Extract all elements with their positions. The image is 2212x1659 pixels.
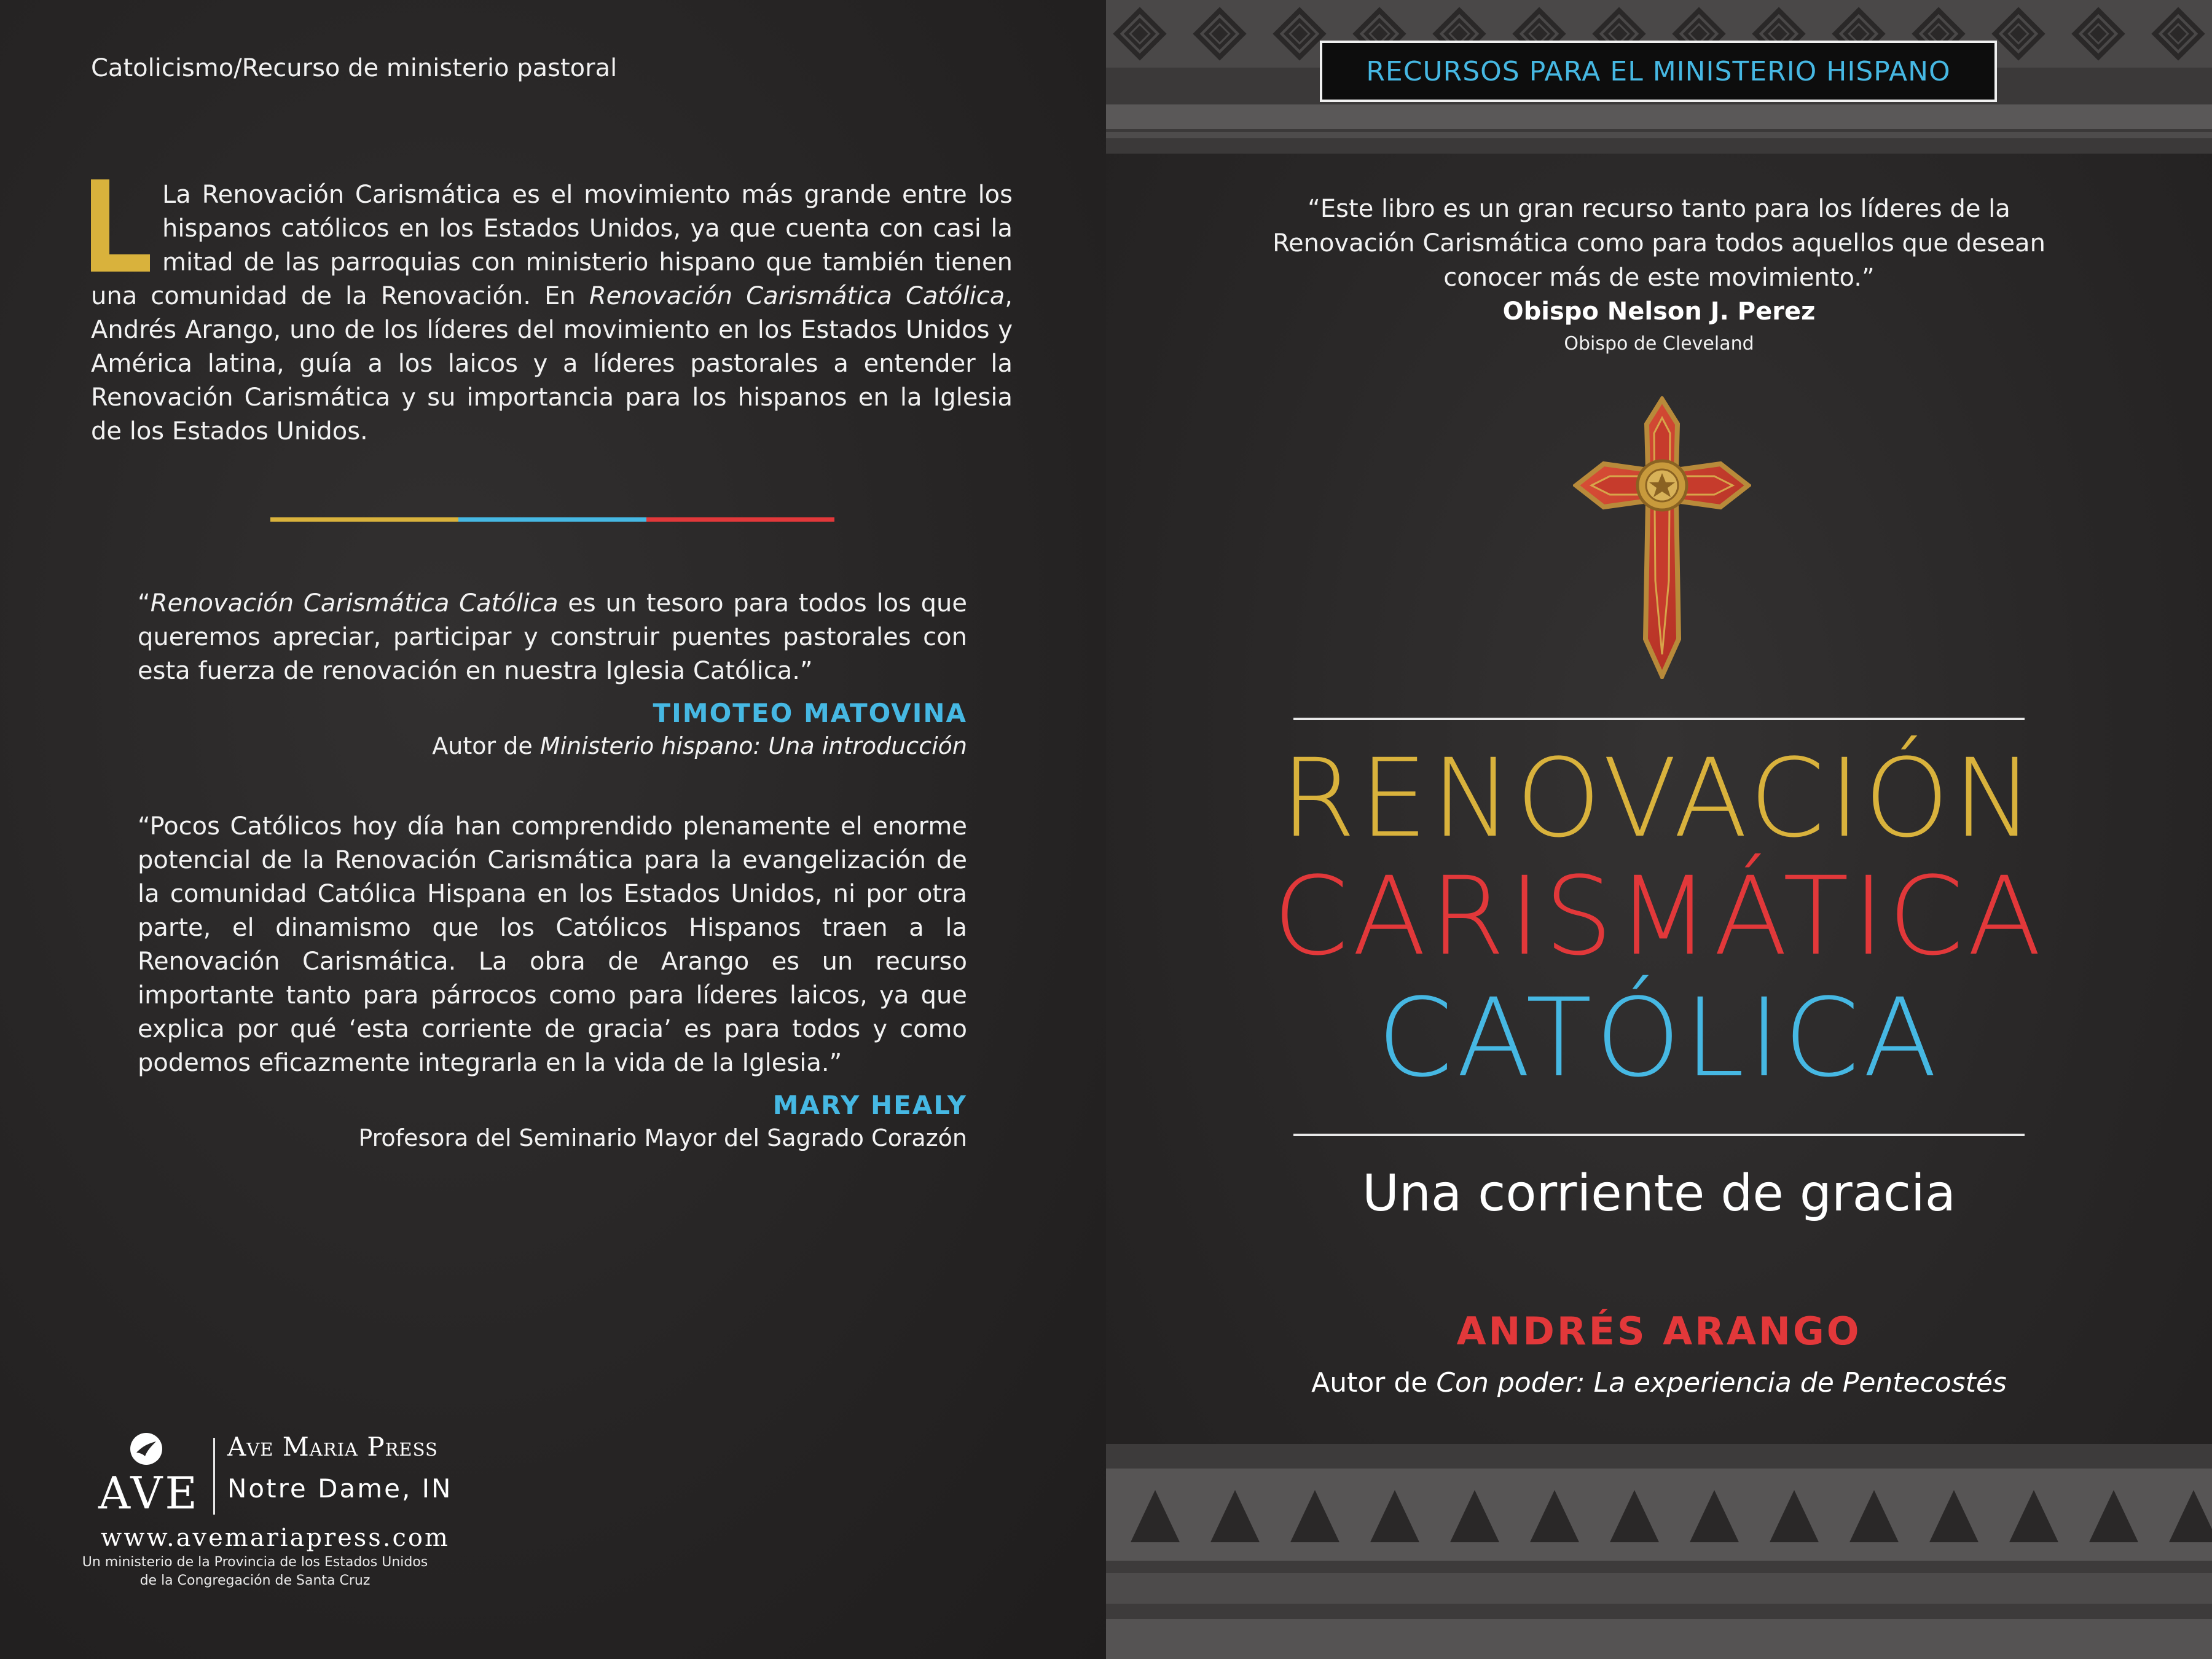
book-subtitle: Una corriente de gracia — [1362, 1164, 1956, 1223]
ave-logo-icon — [129, 1432, 163, 1466]
series-label-box — [1320, 41, 1997, 102]
publisher-url[interactable]: www.avemariapress.com — [101, 1524, 450, 1552]
title-line-2: CARISMÁTICA — [1273, 853, 2045, 979]
back-blurb: La Renovación Carismática es el movimiento más grande entre los hispanos católicos en los Estados Unidos, ya que cuenta con casi la mitad de las parroquias con ministerio hispano que también tienen una comunidad de la Renovación. En Renovación Carismática Católica, Andrés Arango, uno de los líderes del movimiento en los Estados Unidos y América latina, guía a los laicos y a líderes pastorales a entender la Renovación Carismática y su importancia para los hispanos en la Iglesia de los Estados Unidos. — [91, 181, 1013, 445]
logo-divider — [213, 1438, 215, 1515]
publisher-city: Notre Dame, IN — [227, 1473, 453, 1504]
ornate-cross-image — [1573, 396, 1751, 679]
quote-text: “Pocos Católicos hoy día han comprendido plenamente el enorme potencial de la Renovación Carismática para la evangelización de la comunidad Católica Hispana en los Estados Unidos, ni por otra parte, el dinamismo que los Católicos Hispanos traen a la Renovación Carismática. La obra de Arango es un recurso importante tanto para párrocos como para líderes laicos, ya que explica por qué ‘esta corriente de gracia’ es para todos y como podemos eficazmente integrarla en la vida de la Iglesia.” — [138, 812, 967, 1077]
publisher-ministry-note: Un ministerio de la Provincia de los Estados Unidos de la Congregación de Santa Cruz — [82, 1555, 428, 1588]
quote-author-name: TIMOTEO MATOVINA — [653, 698, 967, 728]
front-cover — [1106, 0, 2212, 1659]
title-line-1: RENOVACIÓN — [1280, 735, 2037, 861]
tricolor-divider — [270, 517, 834, 522]
front-endorsement-quote: “Este libro es un gran recurso tanto para los líderes de la Renovación Carismática como para todos aquellos que desean conocer más de este movimiento.” — [1273, 195, 2045, 292]
front-endorsement-role: Obispo de Cleveland — [1564, 333, 1754, 355]
quote-author-role: Profesora del Seminario Mayor del Sagrado Corazón — [358, 1124, 967, 1151]
endorsement-healy — [138, 810, 967, 1154]
quote-author-role: Autor de Ministerio hispano: Una introducción — [432, 732, 967, 759]
title-line-3: CATÓLICA — [1377, 975, 1941, 1101]
decorative-band-bottom — [1106, 1444, 2212, 1659]
front-endorsement-name: Obispo Nelson J. Perez — [1502, 297, 1816, 326]
author-name: ANDRÉS ARANGO — [1456, 1309, 1862, 1354]
quote-text: “Renovación Carismática Católica es un tesoro para todos los que queremos apreciar, participar y construir puentes pastorales con esta fuerza de renovación en nuestra Iglesia Católica.” — [138, 589, 968, 685]
title-rule-top — [1293, 718, 2025, 720]
endorsement-matovina — [138, 587, 967, 762]
quote-author-name: MARY HEALY — [772, 1090, 967, 1120]
series-label: RECURSOS PARA EL MINISTERIO HISPANO — [1366, 55, 1951, 87]
drop-cap-l — [91, 179, 150, 272]
publisher-name: Ave Maria Press — [227, 1432, 438, 1462]
author-other-work: Autor de Con poder: La experiencia de Pentecostés — [1311, 1367, 2007, 1398]
title-rule-bottom — [1293, 1134, 2025, 1136]
category-label: Catolicismo/Recurso de ministerio pastoral — [91, 54, 618, 82]
ave-logo-word: AVE — [98, 1467, 200, 1519]
